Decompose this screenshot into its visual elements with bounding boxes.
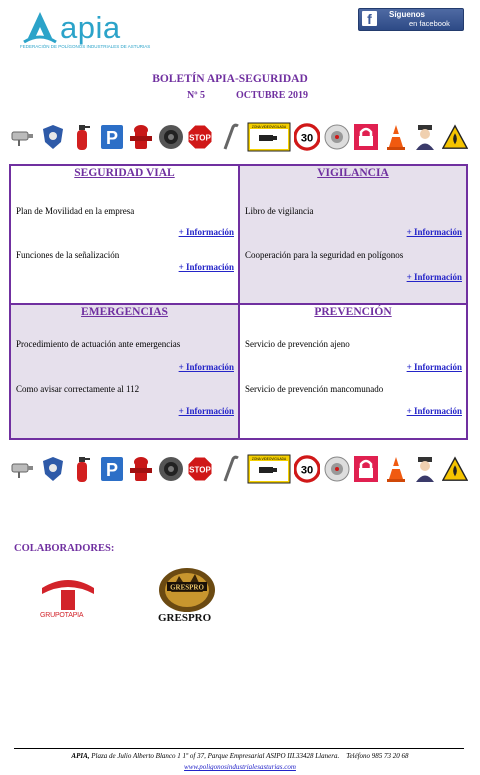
stop-text: STOP bbox=[189, 133, 212, 143]
fire-warning-sign-icon bbox=[442, 123, 468, 151]
stop-text: STOP bbox=[189, 465, 212, 475]
footer-address bbox=[0, 752, 480, 760]
alarm-siren-icon bbox=[324, 455, 350, 483]
facebook-label-1: Síguenos bbox=[389, 10, 426, 19]
section-seguridad-vial bbox=[11, 166, 240, 305]
fire-extinguisher-icon bbox=[69, 455, 95, 483]
surveillance-zone-sign-icon bbox=[247, 123, 291, 151]
sections-grid bbox=[9, 164, 468, 440]
parking-letter: P bbox=[105, 128, 118, 148]
logo-text: apia bbox=[60, 10, 121, 45]
bulletin-title: BOLETÍN APIA-SEGURIDAD bbox=[152, 73, 308, 85]
grespro-label: GRESPRO bbox=[158, 612, 212, 624]
traffic-cone-icon bbox=[383, 455, 409, 483]
section-vigilancia bbox=[240, 166, 466, 305]
section-item: Servicio de prevención mancomunado bbox=[245, 384, 384, 394]
bulletin-number: Nº 5 bbox=[187, 90, 206, 101]
grupo-tapia-label: GRUPOTAPIA bbox=[40, 612, 84, 619]
footer-divider bbox=[14, 748, 464, 749]
padlock-icon bbox=[353, 123, 379, 151]
more-info-link[interactable]: + Información bbox=[178, 362, 234, 372]
police-badge-icon bbox=[40, 455, 66, 483]
security-icons-strip bbox=[10, 120, 468, 154]
speed-limit-text: 30 bbox=[300, 132, 314, 145]
more-info-link[interactable]: + Información bbox=[178, 406, 234, 416]
fire-extinguisher-icon bbox=[69, 123, 95, 151]
more-info-link[interactable]: + Información bbox=[178, 227, 234, 237]
speed-limit-30-icon bbox=[294, 455, 320, 483]
footer-address-text: Plaza de Julio Alberto Blanco 1 1º of 37, Parque Empresarial ASIPO III.33428 Llanera. bbox=[91, 752, 340, 760]
section-item: Cooperación para la seguridad en polígonos bbox=[245, 250, 404, 260]
section-title: PREVENCIÓN bbox=[314, 306, 392, 318]
section-item: Funciones de la señalización bbox=[16, 250, 120, 260]
footer-phone: Teléfono 985 73 20 68 bbox=[346, 752, 409, 760]
surveillance-zone-sign-icon bbox=[247, 455, 291, 483]
fire-hydrant-icon bbox=[128, 123, 154, 151]
facebook-button[interactable] bbox=[358, 8, 464, 31]
footer-org: APIA, bbox=[71, 752, 90, 760]
parking-sign-icon bbox=[99, 455, 125, 483]
speed-limit-30-icon bbox=[294, 123, 320, 151]
facebook-label-2: en facebook bbox=[409, 19, 450, 28]
grespro-logo-icon[interactable] bbox=[157, 562, 217, 614]
bulletin-date: OCTUBRE 2019 bbox=[236, 90, 308, 101]
stop-sign-icon bbox=[187, 455, 213, 483]
more-info-link[interactable]: + Información bbox=[178, 262, 234, 272]
stop-sign-icon bbox=[187, 123, 213, 151]
section-prevencion bbox=[240, 305, 466, 438]
logo-subtitle: FEDERACIÓN DE POLÍGONOS INDUSTRIALES DE ASTURIAS bbox=[20, 44, 151, 49]
crowbar-icon bbox=[217, 123, 243, 151]
more-info-link[interactable]: + Información bbox=[406, 406, 462, 416]
parking-sign-icon bbox=[99, 123, 125, 151]
fire-warning-sign-icon bbox=[442, 455, 468, 483]
footer-website-link[interactable]: www.poligonosindustrialesasturias.com bbox=[184, 763, 296, 771]
dome-camera-icon bbox=[158, 455, 184, 483]
fire-hydrant-icon bbox=[128, 455, 154, 483]
speed-limit-text: 30 bbox=[300, 464, 314, 477]
section-emergencias bbox=[11, 305, 240, 438]
traffic-cone-icon bbox=[383, 123, 409, 151]
section-item: Plan de Movilidad en la empresa bbox=[16, 206, 135, 216]
section-item: Procedimiento de actuación ante emergencias bbox=[16, 339, 181, 349]
cctv-camera-icon bbox=[10, 455, 36, 483]
section-item: Libro de vigilancia bbox=[245, 206, 314, 216]
police-badge-icon bbox=[40, 123, 66, 151]
cctv-camera-icon bbox=[10, 123, 36, 151]
more-info-link[interactable]: + Información bbox=[406, 272, 462, 282]
security-guard-icon bbox=[412, 455, 438, 483]
facebook-icon: f bbox=[362, 11, 377, 26]
collaborators-heading: COLABORADORES: bbox=[14, 543, 115, 554]
zone-sign-text: ZONA VIDEOVIGILADA bbox=[251, 125, 286, 129]
grespro-badge-text: GRESPRO bbox=[170, 583, 204, 592]
crowbar-icon bbox=[217, 455, 243, 483]
section-item: Servicio de prevención ajeno bbox=[245, 339, 350, 349]
more-info-link[interactable]: + Información bbox=[406, 227, 462, 237]
security-guard-icon bbox=[412, 123, 438, 151]
zone-sign-text: ZONA VIDEOVIGILADA bbox=[251, 457, 286, 461]
section-title: SEGURIDAD VIAL bbox=[74, 167, 175, 179]
padlock-icon bbox=[353, 455, 379, 483]
parking-letter: P bbox=[105, 460, 118, 480]
dome-camera-icon bbox=[158, 123, 184, 151]
section-title: VIGILANCIA bbox=[317, 167, 389, 179]
more-info-link[interactable]: + Información bbox=[406, 362, 462, 372]
alarm-siren-icon bbox=[324, 123, 350, 151]
security-icons-strip bbox=[10, 452, 468, 486]
section-title: EMERGENCIAS bbox=[81, 306, 168, 318]
section-item: Como avisar correctamente al 112 bbox=[16, 384, 140, 394]
